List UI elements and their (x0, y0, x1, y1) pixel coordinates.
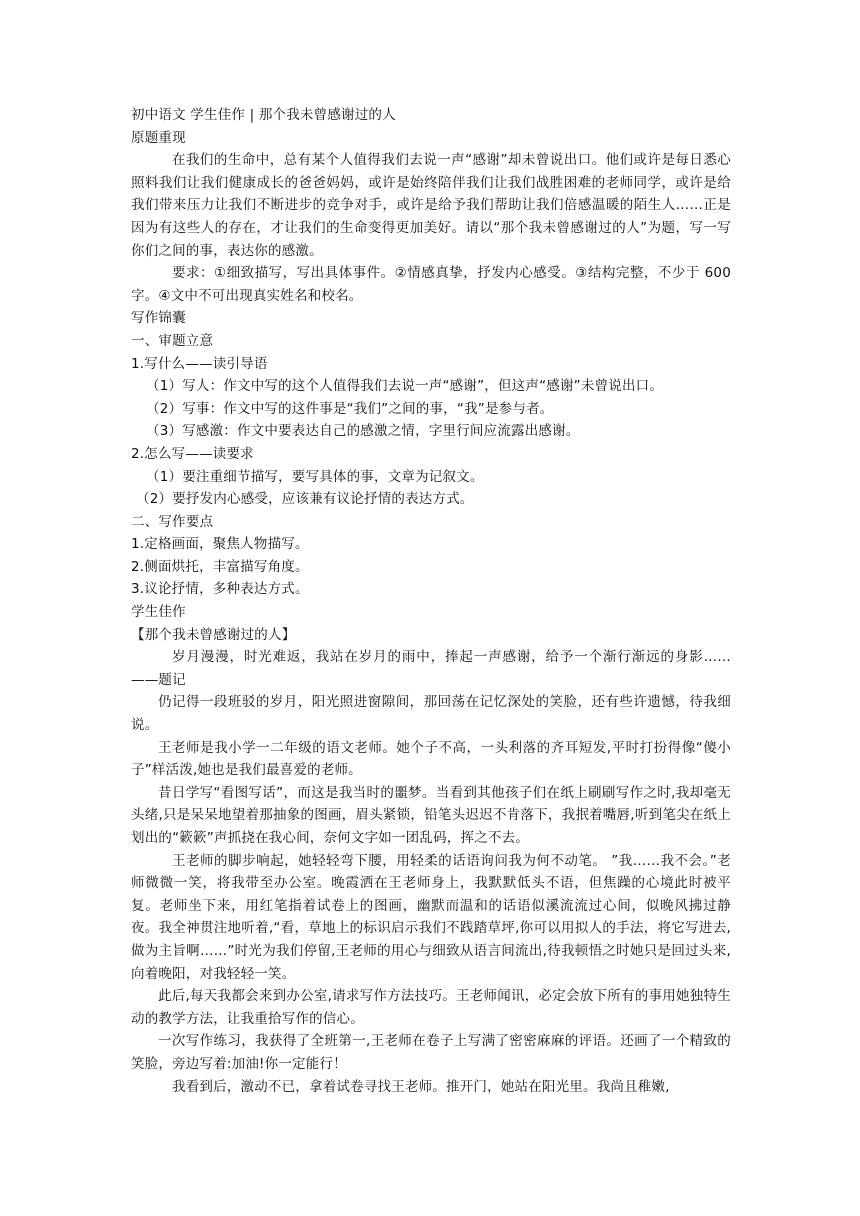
essay-paragraph: 王老师是我小学一二年级的语文老师。她个子不高，一头利落的齐耳短发,平时打扮得像“傻小子”样活泼,她也是我们最喜爱的老师。 (131, 739, 731, 779)
document-body (131, 104, 731, 1098)
subsection-heading: 二、写作要点 (131, 513, 214, 530)
list-item: （1）要注重细节描写，要写具体的事，文章为记叙文。 (146, 468, 484, 485)
list-item: （3）写感激：作文中要表达自己的感激之情，字里行间应流露出感谢。 (146, 423, 580, 440)
prompt-paragraph: 在我们的生命中，总有某个人值得我们去说一声“感谢”却未曾说出口。他们或许是每日悉心照料我们让我们健康成长的爸爸妈妈，或许是始终陪伴我们让我们战胜困难的老师同学，或许是给我们带来压力让我们不断进步的竞争对手，或许是给予我们帮助让我们倍感温暖的陌生人……正是因为有这些人的存在，才让我们的生命变得更加美好。请以“那个我未曾感谢过的人”为题，写一写你们之间的事，表达你的感激。 (131, 152, 731, 259)
essay-paragraph: 王老师的脚步响起，她轻轻弯下腰，用轻柔的话语询问我为何不动笔。 ”我……我不会。”老师微微一笑，将我带至办公室。晚霞洒在王老师身上，我默默低头不语，但焦躁的心境此时被平复。老师坐下来，用红笔指着试卷上的图画，幽默而温和的话语似溪流流过心间，似晚风拂过静夜。我全神贯注地听着,“看，草地上的标识启示我们不践踏草坪,你可以用拟人的手法，将它写进去,做为主旨啊……”时光为我们停留,王老师的用心与细致从语言间流出,待我顿悟之时她只是回过头来,向着晚阳，对我轻轻一笑。 (131, 852, 731, 982)
list-item: （2）要抒发内心感受，应该兼有议论抒情的表达方式。 (136, 491, 474, 508)
section-heading: 写作锦囊 (131, 310, 186, 327)
section-heading: 原题重现 (131, 129, 186, 146)
question-heading: 2.怎么写——读要求 (131, 445, 254, 462)
requirements-paragraph: 要求：①细致描写，写出具体事件。②情感真挚，抒发内心感受。③结构完整，不少于 600 字。④文中不可出现真实姓名和校名。 (131, 265, 731, 304)
question-heading: 1.写什么——读引导语 (131, 355, 268, 372)
point-item: 2.侧面烘托，丰富描写角度。 (131, 558, 309, 575)
essay-paragraph: 我看到后，激动不已，拿着试卷寻找王老师。推开门，她站在阳光里。我尚且稚嫩, (172, 1078, 670, 1095)
point-item: 3.议论抒情，多种表达方式。 (131, 581, 309, 598)
essay-paragraph: 一次写作练习，我获得了全班第一,王老师在卷子上写满了密密麻麻的评语。还画了一个精致的笑脸，旁边写着:加油!你一定能行！ (131, 1033, 731, 1072)
essay-title: 【那个我未曾感谢过的人】 (131, 626, 296, 643)
document-header: 初中语文 学生佳作 | 那个我未曾感谢过的人 (131, 107, 396, 123)
list-item: （1）写人：作文中写的这个人值得我们去说一声“感谢”，但这声“感谢”未曾说出口。 (146, 378, 664, 395)
subsection-heading: 一、审题立意 (131, 332, 214, 349)
essay-paragraph: 此后,每天我都会来到办公室,请求写作方法技巧。王老师闻讯，必定会放下所有的事用她独特生动的教学方法，让我重拾写作的信心。 (131, 988, 731, 1027)
essay-paragraph: 昔日学写“看图写话”，而这是我当时的噩梦。当看到其他孩子们在纸上刷刷写作之时,我却毫无头绪,只是呆呆地望着那抽象的图画，眉头紧锁，铅笔头迟迟不肯落下，我抿着嘴唇,听到笔尖在纸上划出的“簌簌”声抓挠在我心间，奈何文字如一团乱码，挥之不去。 (131, 784, 731, 846)
list-item: （2）写事：作文中写的这件事是“我们”之间的事，“我”是参与者。 (146, 400, 554, 417)
essay-paragraph: 岁月漫漫，时光难返，我站在岁月的雨中，捧起一声感谢，给予一个渐行渐远的身影……——题记 (131, 649, 731, 688)
section-heading: 学生佳作 (131, 604, 186, 621)
essay-paragraph: 仍记得一段班驳的岁月，阳光照进窗隙间，那回荡在记忆深处的笑脸，还有些许遗憾，待我细说。 (131, 694, 731, 734)
point-item: 1.定格画面，聚焦人物描写。 (131, 536, 309, 553)
